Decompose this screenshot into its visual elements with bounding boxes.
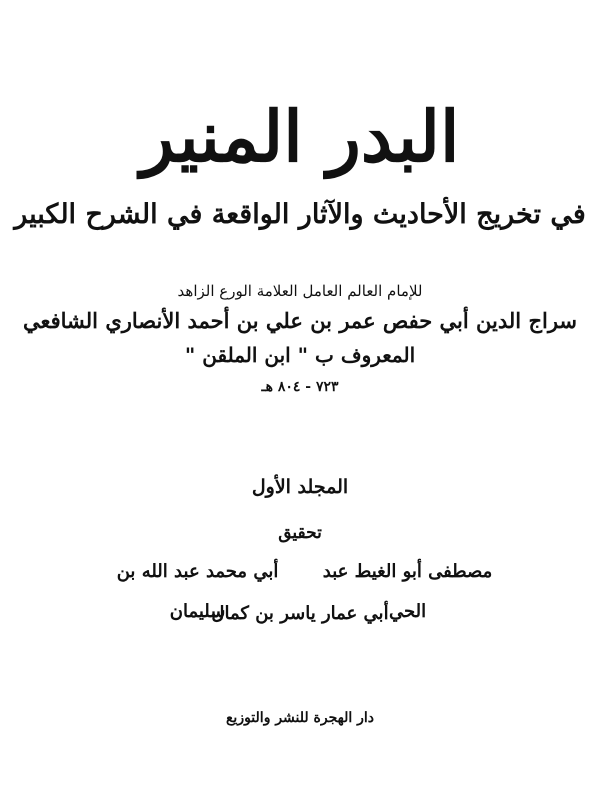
author-dates: ٧٢٣ - ٨٠٤ هـ: [261, 379, 339, 395]
book-subtitle: في تخريج الأحاديث والآثار الواقعة في الشرح الكبير: [14, 199, 586, 230]
publisher-name: دار الهجرة للنشر والتوزيع: [225, 710, 375, 726]
author-honorific: للإمام العالم العامل العلامة الورع الزاهد: [177, 282, 423, 300]
tahqiq-label: تحقيق: [278, 523, 322, 543]
editor-name: مصطفى أبو الغيط عبد الحي: [322, 561, 493, 622]
author-known-as: المعروف ب " ابن الملقن ": [184, 343, 416, 367]
editor-name: أبي محمد عبد الله بن سليمان: [116, 561, 279, 622]
author-name: سراج الدين أبي حفص عمر بن علي بن أحمد الأنصاري الشافعي: [22, 308, 578, 333]
volume-label: المجلد الأول: [251, 476, 349, 498]
book-title: البدر المنير: [140, 95, 460, 178]
editor-name: أبي عمار ياسر بن كمال: [211, 603, 389, 624]
